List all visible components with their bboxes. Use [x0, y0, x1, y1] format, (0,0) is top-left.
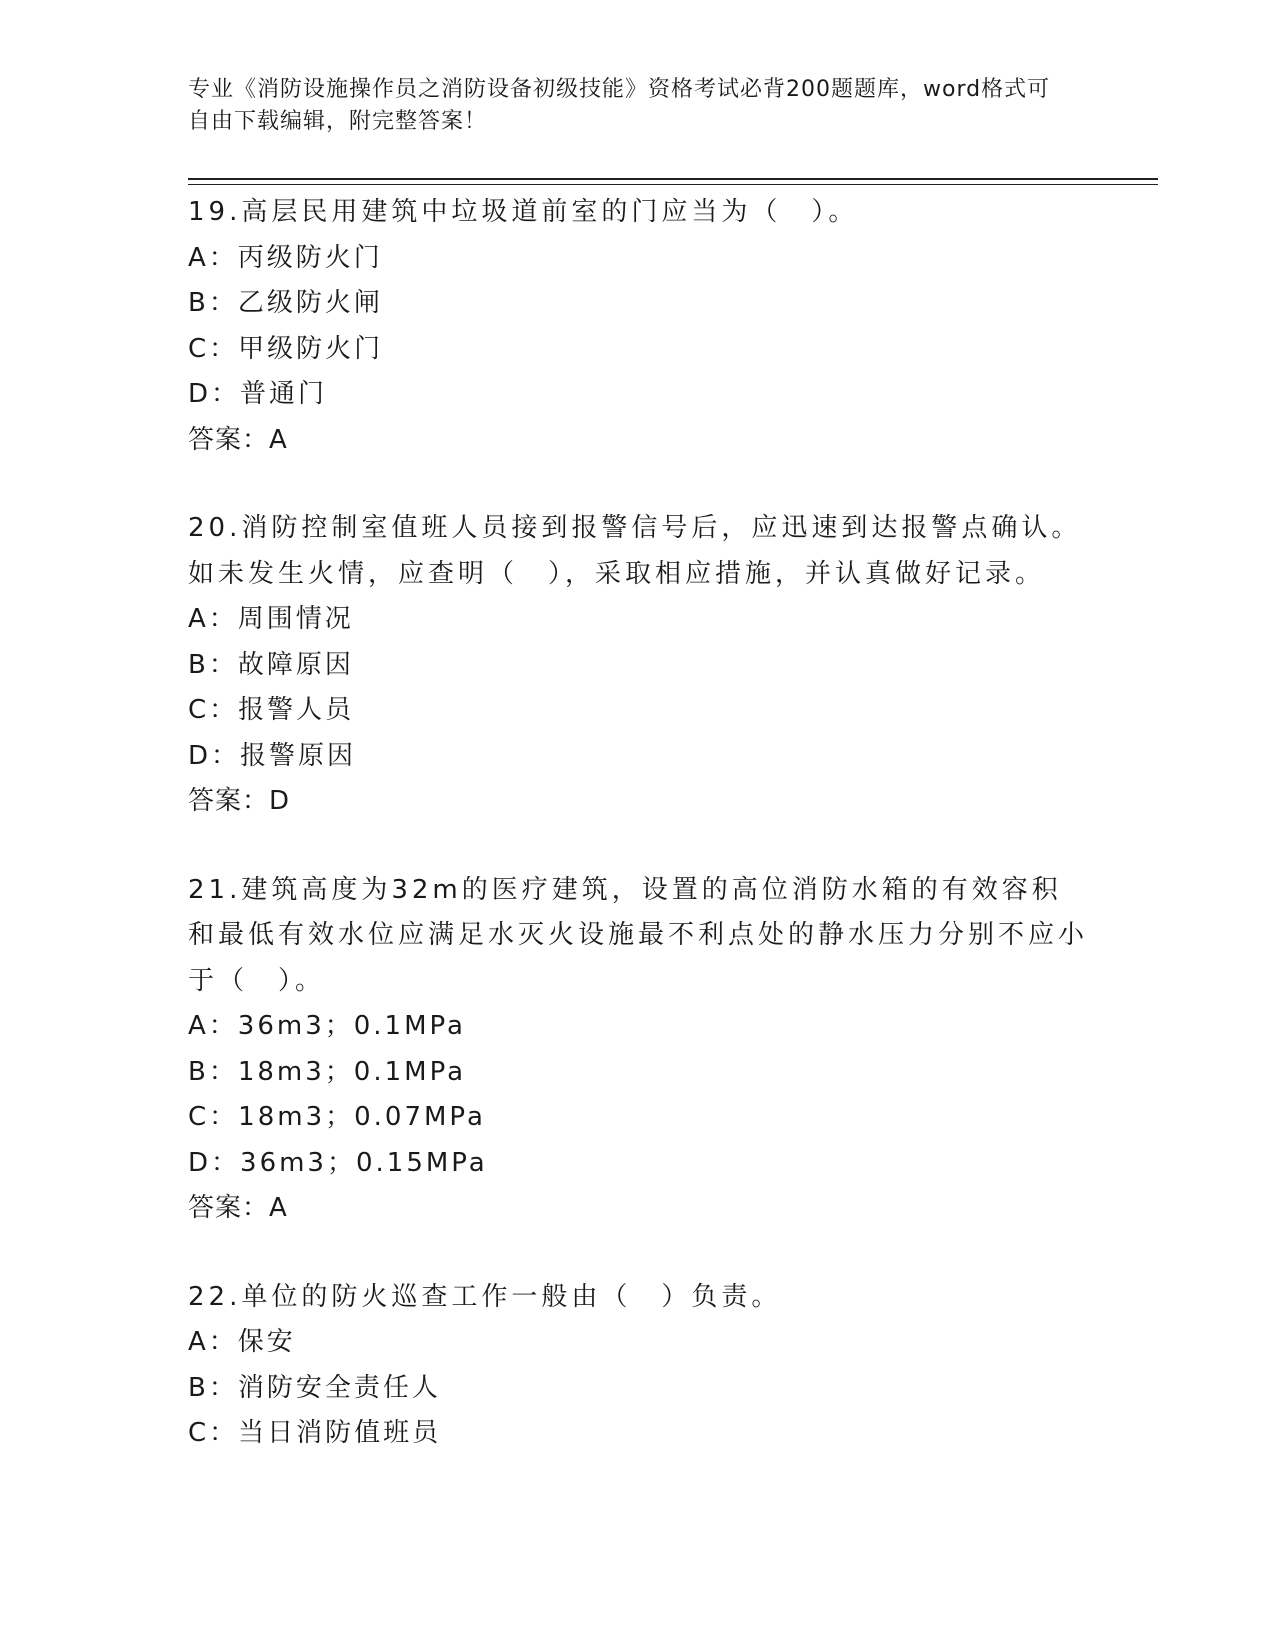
option-c: C：甲级防火门: [188, 333, 384, 364]
question-stem: 19.高层民用建筑中垃圾道前室的门应当为（ ）。: [188, 197, 859, 227]
option-d: D：36m3；0.15MPa: [188, 1147, 488, 1178]
option-b: B：18m3；0.1MPa: [188, 1056, 467, 1087]
option-b: B：消防安全责任人: [188, 1372, 441, 1403]
answer: 答案：D: [188, 786, 291, 816]
question-21: [188, 868, 1088, 1232]
option-d: D：报警原因: [188, 740, 357, 771]
question-stem: 21.建筑高度为32m的医疗建筑，设置的高位消防水箱的有效容积和最低有效水位应满足水灭火设施最不利点处的静水压力分别不应小于（ ）。: [188, 874, 1089, 996]
option-c: C：报警人员: [188, 695, 355, 725]
option-d: D：普通门: [188, 379, 328, 409]
option-b: B：乙级防火闸: [188, 288, 383, 318]
option-c: C：当日消防值班员: [188, 1418, 442, 1448]
option-a: A：丙级防火门: [188, 242, 383, 273]
header-rule-thin: [188, 184, 1158, 185]
option-a: A：36m3；0.1MPa: [188, 1011, 466, 1041]
answer: 答案：A: [188, 1193, 288, 1223]
option-a: A：保安: [188, 1327, 296, 1357]
header-rule-thick: [188, 178, 1158, 180]
answer: 答案：A: [188, 424, 288, 455]
question-stem: 20.消防控制室值班人员接到报警信号后，应迅速到达报警点确认。如未发生火情，应查明（ ），采取相应措施，并认真做好记录。: [188, 513, 1082, 589]
question-list: [188, 190, 1088, 1500]
document-header: 专业《消防设施操作员之消防设备初级技能》资格考试必背200题题库，word格式可自由下载编辑，附完整答案！: [188, 77, 1051, 134]
option-c: C：18m3；0.07MPa: [188, 1102, 486, 1132]
question-22: [188, 1275, 1088, 1457]
question-20: [188, 506, 1088, 825]
option-a: A：周围情况: [188, 604, 354, 634]
option-b: B：故障原因: [188, 649, 354, 680]
question-stem: 22.单位的防火巡查工作一般由（ ）负责。: [188, 1281, 782, 1312]
question-19: [188, 190, 1088, 463]
